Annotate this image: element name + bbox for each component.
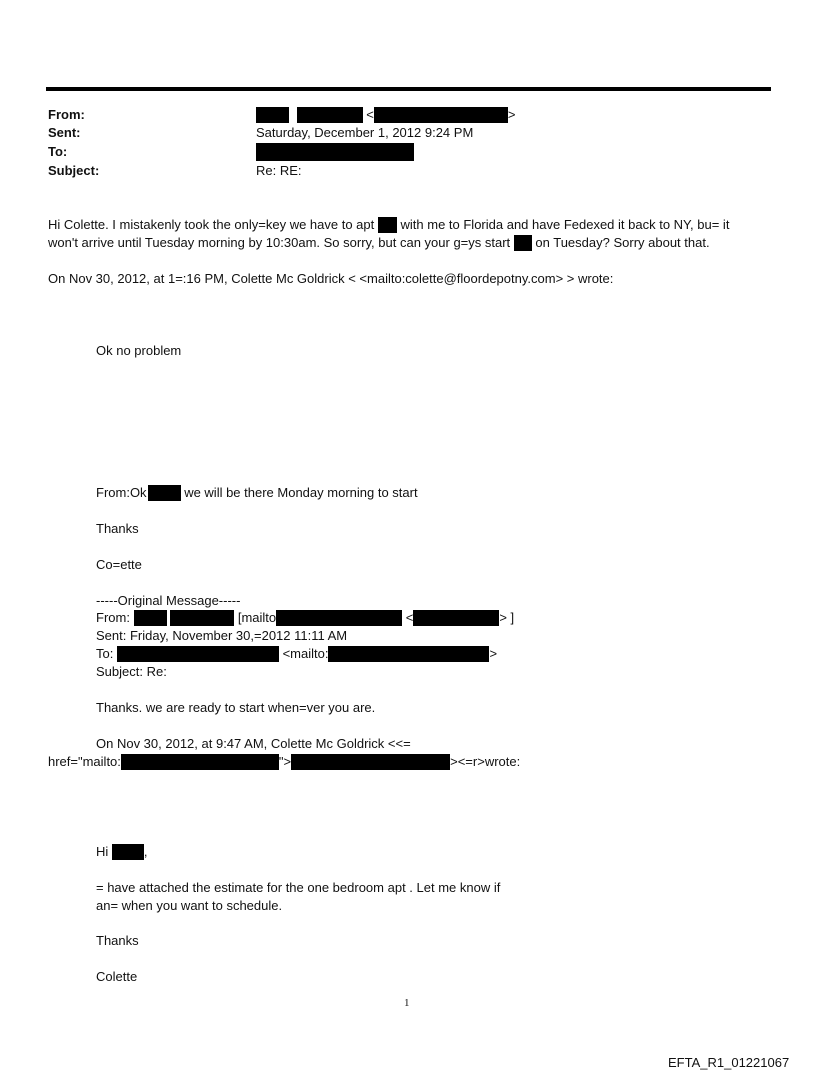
body-line — [48, 217, 729, 233]
href-line — [48, 754, 520, 770]
body-text: From: — [96, 610, 130, 625]
orig-to-line — [96, 646, 497, 662]
to-label: To: — [48, 144, 68, 159]
body-text: <mailto: — [282, 646, 329, 661]
signature-colette: Colette — [96, 969, 138, 984]
body-text: > — [489, 646, 498, 661]
attached-line-1: = have attached the estimate for the one bedroom apt . Let me know if — [96, 880, 501, 895]
body-text: ><=r>wrote: — [450, 754, 521, 769]
sent-value: Saturday, December 1, 2012 9:24 PM — [256, 125, 474, 140]
redaction-box — [170, 610, 234, 626]
redaction-box — [297, 107, 363, 123]
signature-coette: Co=ette — [96, 557, 142, 572]
redaction-box — [514, 235, 532, 251]
body-text: we will be there Monday morning to start — [184, 485, 418, 500]
attached-line-2: an= when you want to schedule. — [96, 898, 283, 913]
orig-subject-line: Subject: Re: — [96, 664, 167, 679]
body-text: won't arrive until Tuesday morning by 10:30am. So sorry, but can your g=ys start — [48, 235, 511, 250]
from-value — [256, 107, 515, 123]
body-text: < — [405, 610, 414, 625]
body-text: [mailto — [237, 610, 277, 625]
sent-label: Sent: — [48, 125, 81, 140]
header-rule — [46, 87, 771, 91]
ok-no-problem: Ok no problem — [96, 343, 182, 358]
from-lt: < — [366, 107, 374, 122]
from-ok-line — [96, 485, 418, 501]
orig-from-line — [96, 610, 514, 626]
body-text: Hi Colette. I mistakenly took the only=key we have to apt — [48, 217, 375, 232]
to-value — [256, 143, 414, 161]
redaction-box — [291, 754, 450, 770]
body-text: To: — [96, 646, 114, 661]
redaction-box — [112, 844, 144, 860]
document-id: EFTA_R1_01221067 — [668, 1055, 790, 1070]
body-text: , — [143, 844, 148, 859]
redaction-box — [328, 646, 489, 662]
redaction-box — [276, 610, 402, 626]
redaction-box — [256, 107, 289, 123]
body-text: From:Ok — [96, 485, 147, 500]
redaction-box — [134, 610, 167, 626]
body-text: > ] — [499, 610, 515, 625]
redaction-box — [413, 610, 499, 626]
redaction-box — [117, 646, 279, 662]
body-text: on Tuesday? Sorry about that. — [535, 235, 710, 250]
on-nov-947-line: On Nov 30, 2012, at 9:47 AM, Colette Mc Goldrick <<= — [96, 736, 411, 751]
thanks-ready-line: Thanks. we are ready to start when=ver you are. — [96, 700, 376, 715]
from-gt: > — [507, 107, 516, 122]
orig-sent-line: Sent: Friday, November 30,=2012 11:11 AM — [96, 628, 348, 643]
from-label: From: — [48, 107, 85, 122]
quote-line: On Nov 30, 2012, at 1=:16 PM, Colette Mc Goldrick < <mailto:colette@floordepotny.com> > wrote: — [48, 271, 614, 286]
redaction-box — [378, 217, 397, 233]
body-text: with me to Florida and have Fedexed it back to NY, bu= it — [400, 217, 730, 232]
thanks-2: Thanks — [96, 933, 139, 948]
subject-label: Subject: — [48, 163, 100, 178]
body-text: "> — [278, 754, 292, 769]
hi-line — [96, 844, 148, 860]
redaction-box — [256, 143, 414, 161]
body-text: href="mailto: — [48, 754, 121, 769]
original-message-divider: -----Original Message----- — [96, 593, 241, 608]
redaction-box — [374, 107, 508, 123]
subject-value: Re: RE: — [256, 163, 302, 178]
page-number: 1 — [404, 997, 410, 1009]
redaction-box — [121, 754, 279, 770]
redaction-box — [148, 485, 181, 501]
body-text: Hi — [96, 844, 109, 859]
thanks-1: Thanks — [96, 521, 139, 536]
body-line — [48, 235, 710, 251]
